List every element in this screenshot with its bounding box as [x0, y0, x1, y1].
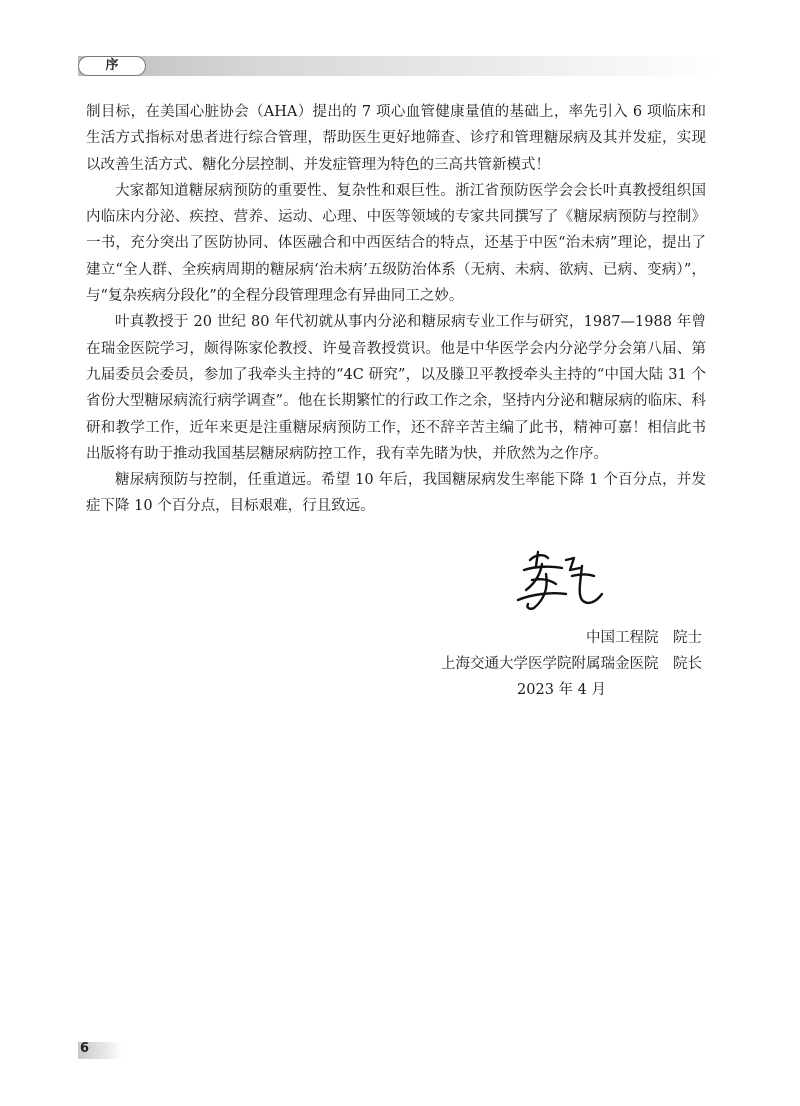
page-number: 6: [80, 1041, 90, 1056]
paragraph: 糖尿病预防与控制，任重道远。希望 10 年后，我国糖尿病发生率能下降 1 个百分点，并发症下降 10 个百分点，目标艰难，行且致远。: [86, 472, 706, 515]
section-label: 序: [105, 58, 119, 73]
header-gradient-bar: [78, 56, 718, 76]
preface-body: [86, 99, 706, 520]
section-label-tab: [78, 56, 146, 76]
paragraph-continued: 制目标，在美国心脏协会（AHA）提出的 7 项心血管健康量值的基础上，率先引入 6 项临床和生活方式指标对患者进行综合管理，帮助医生更好地筛查、诊疗和管理糖尿病及其并发症，实现以改善生活方式、糖化分层控制、并发症管理为特色的三高共管新模式！: [86, 104, 706, 173]
signature-date: 2023 年 4 月: [517, 682, 606, 698]
signer-title: 中国工程院 院士: [586, 630, 702, 646]
handwritten-signature: [512, 546, 608, 618]
signer-affiliation: 上海交通大学医学院附属瑞金医院 院长: [441, 656, 702, 672]
paragraph: 叶真教授于 20 世纪 80 年代初就从事内分泌和糖尿病专业工作与研究，1987—1988 年曾在瑞金医院学习，颇得陈家伦教授、许曼音教授赏识。他是中华医学会内分泌学分会第八届、第九届委员会委员，参加了我牵头主持的“4C 研究”，以及滕卫平教授牵头主持的“中国大陆 31 个省份大型糖尿病流行病学调查”。他在长期繁忙的行政工作之余，坚持内分泌和糖尿病的临床、科研和教学工作，近年来更是注重糖尿病预防工作，还不辞辛苦主编了此书，精神可嘉！相信此书出版将有助于推动我国基层糖尿病防控工作，我有幸先睹为快，并欣然为之作序。: [86, 314, 706, 462]
paragraph: 大家都知道糖尿病预防的重要性、复杂性和艰巨性。浙江省预防医学会会长叶真教授组织国内临床内分泌、疾控、营养、运动、心理、中医等领域的专家共同撰写了《糖尿病预防与控制》一书，充分突出了医防协同、体医融合和中西医结合的特点，还基于中医“治未病”理论，提出了建立“全人群、全疾病周期的糖尿病‘治未病’五级防治体系（无病、未病、欲病、已病、变病）”，与“复杂疾病分段化”的全程分段管理理念有异曲同工之妙。: [86, 182, 706, 305]
signature-block: [441, 625, 702, 703]
